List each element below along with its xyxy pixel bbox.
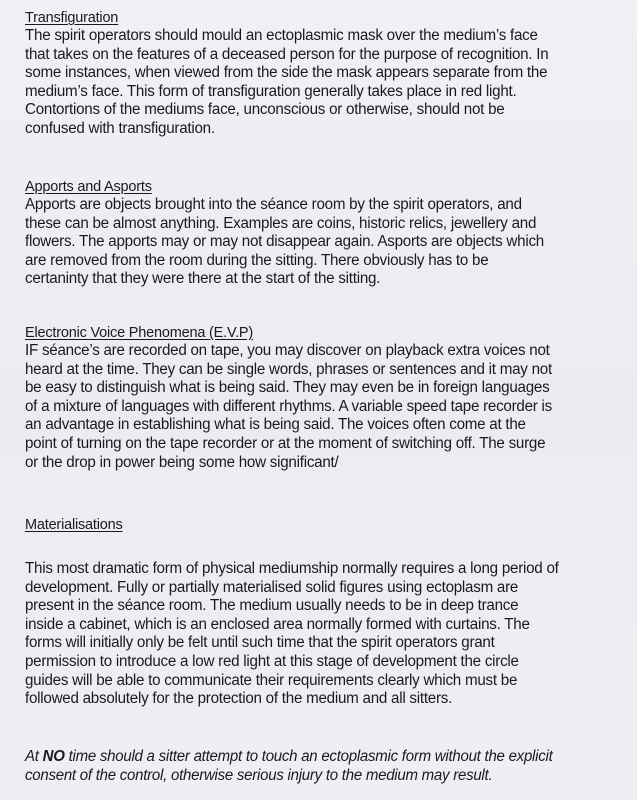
paragraph-line: be easy to distinguish what is being said. They may even be in foreign languages (25, 379, 550, 397)
paragraph-line: The spirit operators should mould an ectoplasmic mask over the medium’s face (25, 27, 538, 44)
section-heading: Electronic Voice Phenomena (E.V.P) (25, 325, 254, 341)
paragraph-line: forms will initially only be felt until such time that the spirit operators grant (25, 634, 495, 652)
paragraph-line: that takes on the features of a deceased person for the purpose of recognition. In (25, 45, 549, 63)
section-transfiguration (25, 9, 630, 139)
paragraph-line: certaninty that they were there at the start of the sitting. (25, 270, 381, 288)
paragraph-line: Apports are objects brought into the séance room by the spirit operators, and (25, 196, 522, 213)
warning-emphasis: NO (42, 748, 65, 765)
spacer (25, 534, 630, 560)
paragraph-line: inside a cabinet, which is an enclosed area normally formed with curtains. The (25, 615, 530, 633)
section-apports-and-asports (25, 178, 630, 289)
paragraph-line: permission to introduce a low red light at this stage of development the circle (25, 652, 519, 670)
section-heading: Materialisations (25, 517, 123, 533)
section-electronic-voice-phenomena (25, 324, 630, 472)
paragraph-line: flowers. The apports may or may not disappear again. Asports are objects which (25, 233, 544, 251)
paragraph-line: Contortions of the mediums face, unconscious or otherwise, should not be (25, 101, 505, 119)
paragraph-line: or the drop in power being some how significant/ (25, 453, 339, 471)
paragraph-line: This most dramatic form of physical mediumship normally requires a long period of (25, 560, 559, 577)
paragraph-line: heard at the time. They can be single words, phrases or sentences and it may not (25, 360, 552, 378)
paragraph-line: development. Fully or partially materialised solid figures using ectoplasm are (25, 578, 519, 596)
section-materialisations (25, 516, 630, 709)
warning-text: time should a sitter attempt to touch an ectoplasmic form without the explicit (64, 748, 553, 765)
paragraph-line: IF séance’s are recorded on tape, you may discover on playback extra voices not (25, 342, 550, 359)
section-heading: Transfiguration (25, 10, 119, 26)
paragraph-line: an advantage in establishing what is being said. The voices often come at the (25, 416, 526, 434)
paragraph-line: confused with transfiguration. (25, 119, 215, 137)
warning-line (25, 748, 615, 767)
paragraph-line: these can be almost anything. Examples are coins, historic relics, jewellery and (25, 214, 537, 232)
paragraph-line: medium’s face. This form of transfiguration generally takes place in red light. (25, 82, 517, 100)
paragraph-line: guides will be able to communicate their requirements clearly which must be (25, 671, 518, 689)
warning-note (25, 748, 630, 785)
paragraph-line: some instances, when viewed from the side the mask appears separate from the (25, 64, 548, 82)
paragraph-line: are removed from the room during the sitting. There obviously has to be (25, 251, 489, 269)
paragraph-line: present in the séance room. The medium usually needs to be in deep trance (25, 597, 519, 615)
paragraph-line: of a mixture of languages with different rhythms. A variable speed tape recorder is (25, 397, 553, 415)
paragraph-line: point of turning on the tape recorder or at the moment of switching off. The surge (25, 434, 546, 452)
section-heading: Apports and Asports (25, 179, 152, 195)
warning-prefix: At (25, 748, 43, 765)
paragraph-line: followed absolutely for the protection of the medium and all sitters. (25, 690, 453, 708)
warning-line: consent of the control, otherwise serious injury to the medium may result. (25, 766, 493, 784)
